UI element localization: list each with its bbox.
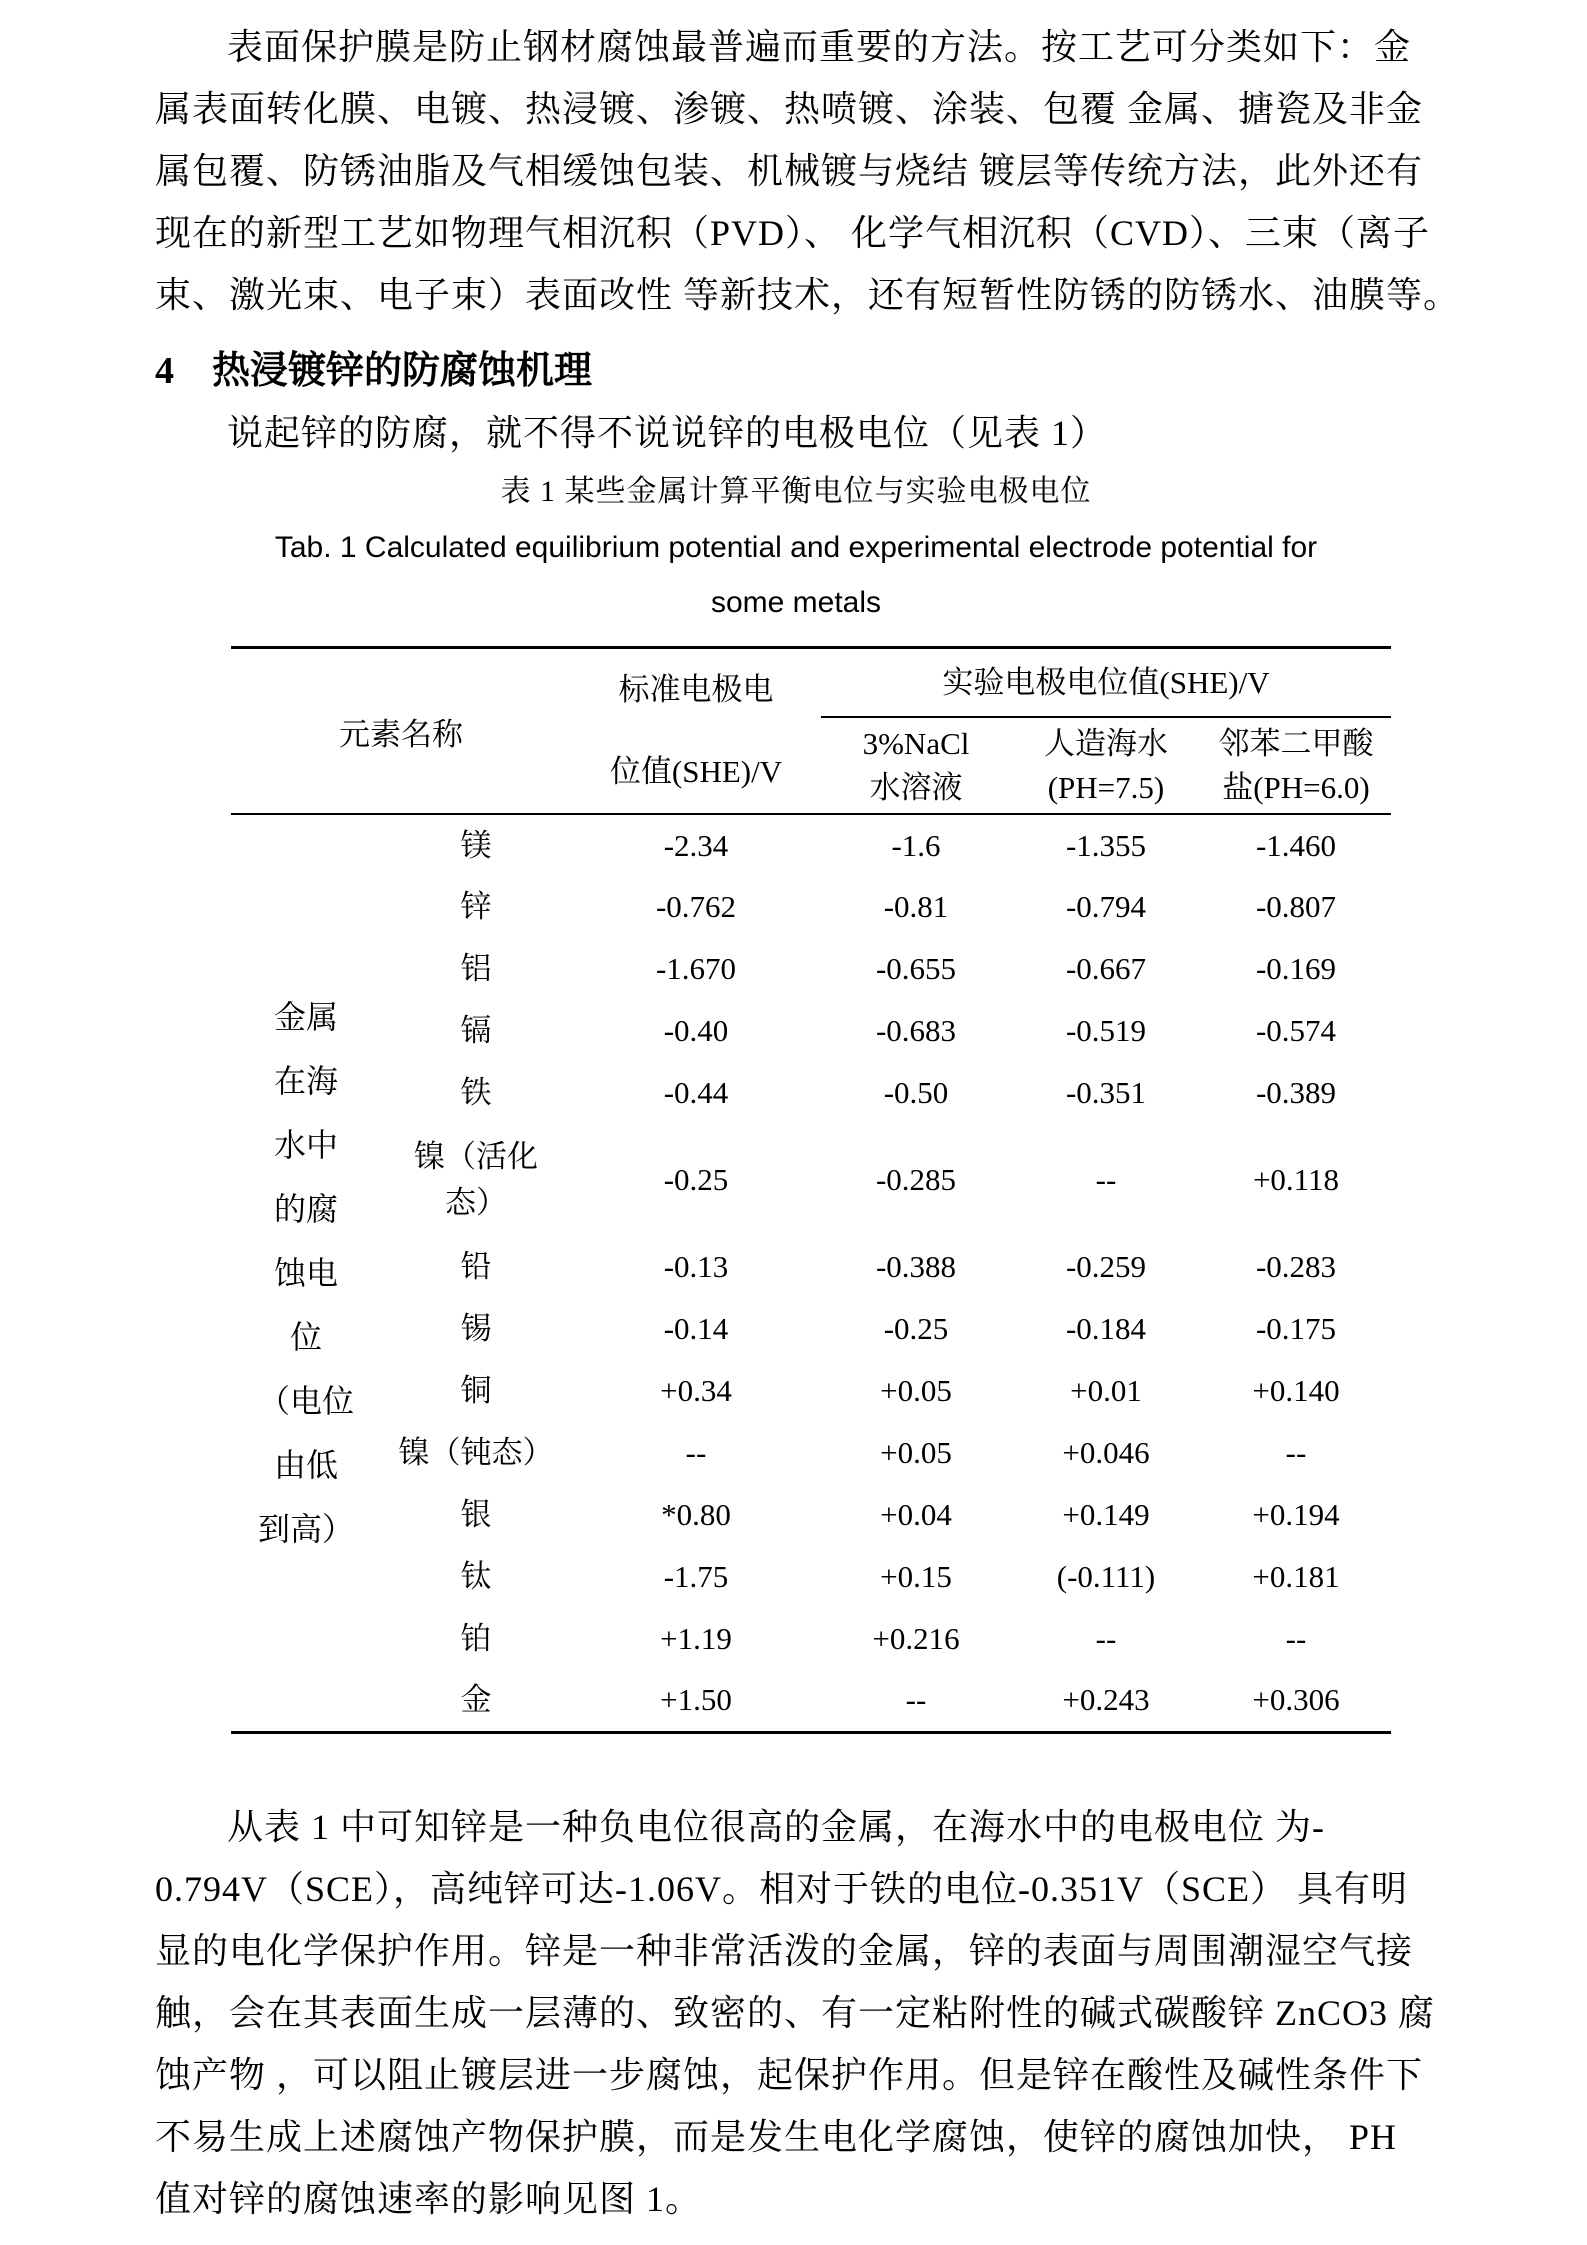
table-row (231, 1000, 1391, 1062)
seawater-value: -0.184 (1065, 1311, 1147, 1346)
nacl-value: -0.655 (875, 951, 957, 986)
element-name: 银 (460, 1497, 492, 1532)
standard-value: -0.25 (663, 1162, 729, 1197)
header-standard-line2: 位值(SHE)/V (609, 754, 783, 789)
header-seawater-line2: (PH=7.5) (1047, 769, 1165, 805)
seawater-value: -- (1095, 1621, 1117, 1656)
seawater-value: -0.794 (1065, 889, 1147, 924)
standard-value: *0.80 (661, 1497, 731, 1532)
header-experimental: 实验电极电位值(SHE)/V (821, 648, 1391, 718)
element-name: 铅 (460, 1249, 492, 1284)
nacl-value: +0.05 (880, 1373, 952, 1408)
phthalate-value: -0.389 (1255, 1075, 1337, 1110)
seawater-value: +0.149 (1062, 1497, 1150, 1532)
table-row (231, 1062, 1391, 1124)
element-name: 锡 (460, 1311, 492, 1346)
body-text-line: 现在的新型工艺如物理气相沉积（PVD）、 化学气相沉积（CVD）、三束（离子 (155, 213, 1431, 253)
element-name-line2: 态） (445, 1185, 507, 1220)
nacl-value: -0.25 (883, 1311, 949, 1346)
body-text-line: 显的电化学保护作用。锌是一种非常活泼的金属，锌的表面与周围潮湿空气接 (155, 1930, 1414, 1971)
element-cell (381, 876, 571, 938)
element-cell (381, 1236, 571, 1298)
standard-value: -0.40 (663, 1013, 729, 1048)
header-seawater (1011, 717, 1201, 814)
table-row (231, 1236, 1391, 1298)
seawater-value: -0.519 (1065, 1013, 1147, 1048)
body-text-line: 不易生成上述腐蚀产物保护膜，而是发生电化学腐蚀，使锌的腐蚀加快， PH (155, 2116, 1398, 2157)
element-cell (381, 938, 571, 1000)
element-cell (381, 1062, 571, 1124)
group-label-line: 金属 (273, 998, 338, 1035)
nacl-value: -0.50 (883, 1075, 949, 1110)
standard-value: -0.13 (663, 1249, 729, 1284)
group-label-line: （电位 (257, 1382, 354, 1419)
group-label-line: 水中 (273, 1126, 338, 1163)
header-element: 元素名称 (231, 648, 571, 815)
phthalate-value: -- (1285, 1621, 1307, 1656)
element-name: 锌 (460, 889, 492, 924)
element-cell (381, 1546, 571, 1608)
table-row (231, 938, 1391, 1000)
phthalate-value: -0.175 (1255, 1311, 1337, 1346)
group-label-line: 在海 (273, 1062, 338, 1099)
seawater-value: +0.01 (1070, 1373, 1142, 1408)
phthalate-value: +0.194 (1252, 1497, 1340, 1532)
element-cell (381, 1298, 571, 1360)
element-cell (381, 1000, 571, 1062)
body-text-line: 触，会在其表面生成一层薄的、致密的、有一定粘附性的碱式碳酸锌 ZnCO3 腐 (155, 1992, 1436, 2033)
element-cell (381, 814, 571, 876)
element-name: 镁 (460, 827, 492, 863)
header-standard-line1: 标准电极电 (618, 672, 774, 707)
body-text-line: 束、激光束、电子束）表面改性 等新技术，还有短暂性防锈的防锈水、油膜等。 (155, 275, 1461, 315)
standard-value: +1.19 (660, 1621, 732, 1656)
header-seawater-line1: 人造海水 (1044, 725, 1168, 761)
element-cell (381, 1608, 571, 1670)
table-row (231, 1608, 1391, 1670)
group-label-line: 蚀电 (273, 1254, 338, 1291)
nacl-value: -0.81 (883, 889, 949, 924)
body-text-line: 属表面转化膜、电镀、热浸镀、渗镀、热喷镀、涂装、包覆 金属、搪瓷及非金 (155, 89, 1424, 129)
nacl-value: -0.683 (875, 1013, 957, 1048)
header-standard-potential (571, 648, 821, 815)
phthalate-value: +0.118 (1252, 1162, 1340, 1197)
header-phthalate-line1: 邻苯二甲酸 (1218, 725, 1374, 761)
table-row (231, 1546, 1391, 1608)
table-row (231, 814, 1391, 876)
standard-value: +1.50 (660, 1682, 732, 1718)
body-text-line: 值对锌的腐蚀速率的影响见图 1。 (155, 2178, 703, 2219)
phthalate-value: -- (1285, 1435, 1307, 1470)
header-nacl-line2: 水溶液 (869, 769, 963, 805)
table-body (231, 814, 1391, 1732)
paragraph-surface-protection (155, 16, 1461, 326)
element-name: 镍（钝态） (398, 1435, 554, 1470)
section-title: 热浸镀锌的防腐蚀机理 (212, 350, 593, 392)
group-label-line: 到高） (257, 1510, 354, 1547)
element-name: 铁 (460, 1075, 492, 1110)
group-label-line: 位 (289, 1318, 322, 1355)
standard-value: -0.44 (663, 1075, 729, 1110)
table-row (231, 1360, 1391, 1422)
paragraph-intro: 说起锌的防腐，就不得不说说锌的电极电位（见表 1） (227, 413, 1108, 453)
table-row (231, 1422, 1391, 1484)
phthalate-value: +0.140 (1252, 1373, 1340, 1408)
body-text-line: 0.794V（SCE），高纯锌可达-1.06V。相对于铁的电位-0.351V（SCE） 具有明 (155, 1868, 1409, 1909)
phthalate-value: -0.574 (1255, 1013, 1337, 1048)
element-name: 铂 (460, 1621, 492, 1656)
element-name: 镍（活化 (414, 1139, 538, 1174)
standard-value: -0.14 (663, 1311, 729, 1346)
element-cell (381, 1670, 571, 1732)
paragraph-zinc-discussion (155, 1796, 1437, 2230)
group-label-line: 的腐 (273, 1190, 338, 1227)
section-number: 4 (155, 350, 174, 392)
seawater-value: -0.667 (1065, 951, 1147, 986)
standard-value: -1.75 (663, 1559, 729, 1594)
nacl-value: +0.05 (880, 1435, 952, 1470)
standard-value: +0.34 (660, 1373, 732, 1408)
standard-value: -- (685, 1435, 707, 1470)
body-text-line: 属包覆、防锈油脂及气相缓蚀包装、机械镀与烧结 镀层等传统方法，此外还有 (155, 151, 1424, 191)
header-nacl (821, 717, 1011, 814)
nacl-value: -1.6 (891, 827, 941, 863)
element-cell (381, 1422, 571, 1484)
nacl-value: +0.216 (872, 1621, 960, 1656)
element-name: 铝 (460, 951, 492, 986)
table-row (231, 876, 1391, 938)
element-cell (381, 1360, 571, 1422)
body-text-line: 从表 1 中可知锌是一种负电位很高的金属，在海水中的电极电位 为- (227, 1806, 1325, 1847)
potentials-table (231, 646, 1391, 1734)
seawater-value: -- (1095, 1162, 1117, 1197)
element-name: 金 (460, 1682, 492, 1718)
standard-value: -2.34 (663, 827, 729, 863)
seawater-value: +0.243 (1062, 1682, 1150, 1718)
element-name: 钛 (460, 1559, 492, 1594)
section-heading (155, 340, 1437, 402)
table-caption-en-line1: Tab. 1 Calculated equilibrium potential and experimental electrode potential for (274, 531, 1318, 564)
seawater-value: -0.351 (1065, 1075, 1147, 1110)
table-row (231, 1298, 1391, 1360)
phthalate-value: -0.807 (1255, 889, 1337, 924)
nacl-value: -0.388 (875, 1249, 957, 1284)
phthalate-value: +0.181 (1252, 1559, 1340, 1594)
body-text-line: 表面保护膜是防止钢材腐蚀最普遍而重要的方法。按工艺可分类如下：金 (227, 27, 1412, 67)
seawater-value: -1.355 (1065, 827, 1147, 863)
element-name: 铜 (460, 1373, 492, 1408)
nacl-value: -- (905, 1682, 927, 1718)
table-caption-en-line2: some metals (710, 586, 882, 619)
potentials-table-wrapper (231, 646, 1391, 1734)
element-cell (381, 1124, 571, 1236)
phthalate-value: -1.460 (1255, 827, 1337, 863)
phthalate-value: -0.283 (1255, 1249, 1337, 1284)
nacl-value: +0.15 (880, 1559, 952, 1594)
element-cell (381, 1484, 571, 1546)
table-caption-cn: 表 1 某些金属计算平衡电位与实验电极电位 (500, 475, 1092, 508)
header-phthalate (1201, 717, 1391, 814)
standard-value: -0.762 (655, 889, 737, 924)
table-row (231, 1484, 1391, 1546)
table-caption-en (155, 520, 1437, 630)
body-text-line: 蚀产物 ，可以阻止镀层进一步腐蚀，起保护作用。但是锌在酸性及碱性条件下 (155, 2054, 1424, 2095)
header-phthalate-line2: 盐(PH=6.0) (1222, 769, 1370, 805)
nacl-value: +0.04 (880, 1497, 952, 1532)
seawater-value: (-0.111) (1056, 1559, 1156, 1594)
phthalate-value: +0.306 (1252, 1682, 1340, 1718)
standard-value: -1.670 (655, 951, 737, 986)
table-row (231, 1670, 1391, 1732)
group-label-line: 由低 (273, 1446, 338, 1483)
seawater-value: -0.259 (1065, 1249, 1147, 1284)
table-row (231, 1124, 1391, 1236)
table-header (231, 648, 1391, 815)
header-nacl-line1: 3%NaCl (862, 725, 970, 761)
row-group-label (231, 814, 381, 1732)
seawater-value: +0.046 (1062, 1435, 1150, 1470)
nacl-value: -0.285 (875, 1162, 957, 1197)
phthalate-value: -0.169 (1255, 951, 1337, 986)
element-name: 镉 (460, 1013, 492, 1048)
